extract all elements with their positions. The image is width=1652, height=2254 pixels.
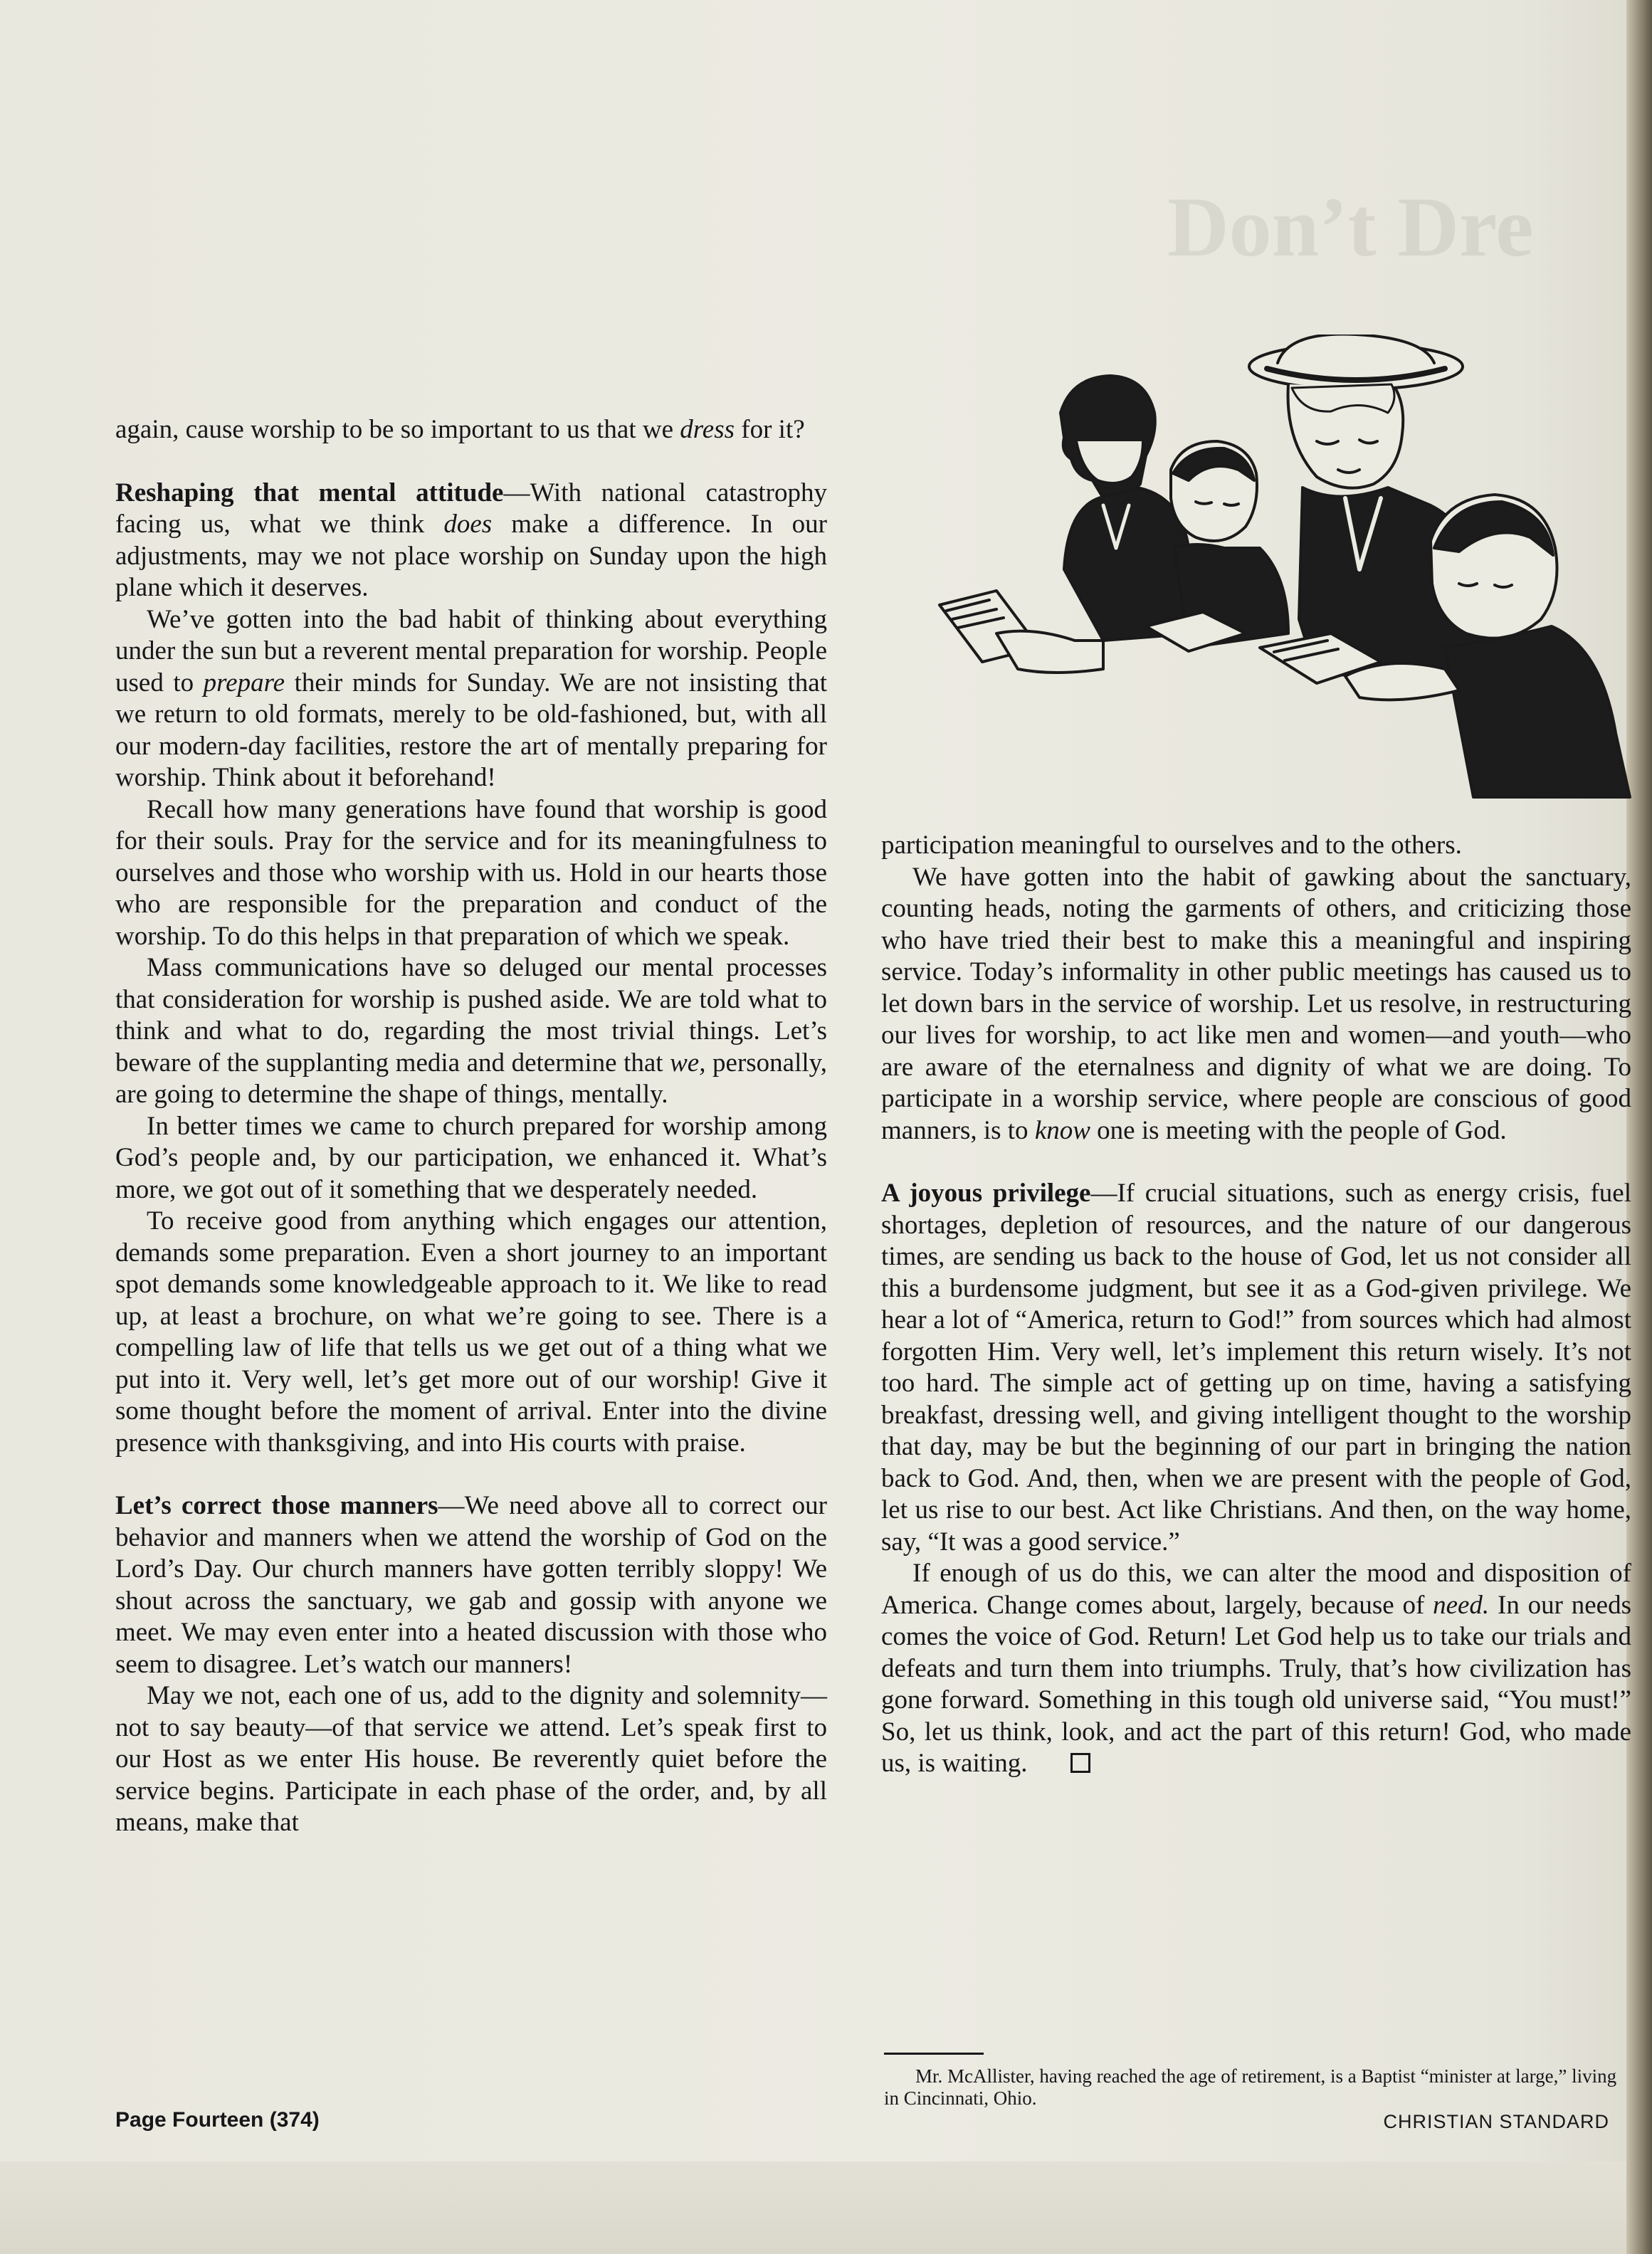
footnote-rule bbox=[884, 2053, 984, 2055]
paragraph: A joyous privilege—If crucial situations, such as energy crisis, fuel shortages, depletion of resources, and the nature of our dangerous times, are sending us back to the house of God, let us not consider all this a burdensome judgment, but see it as a God-given privilege. We hear a lot of “America, return to God!” from sources which had almost forgotten Him. Very well, let’s implement this return wisely. It’s not too hard. The simple act of getting up on time, having a satisfying breakfast, dressing well, and giving intelligent thought to the worship that day, may be but the beginning of our part in bringing the nation back to God. And, then, when we are present with the people of God, let us rise to our best. Act like Christians. And then, on the way home, say, “It was a good service.” bbox=[881, 1179, 1631, 1557]
paragraph: Mass communications have so deluged our mental processes that consideration for worship is pushed aside. We are told what to think and what to do, regarding the most trivial things. Let’s beware of the supplanting media and determine that we, personally, are going to determine the shape of things, mentally. bbox=[115, 953, 827, 1109]
page-number: Page Fourteen (374) bbox=[115, 2108, 320, 2132]
paragraph: Recall how many generations have found that worship is good for their souls. Pray for the service and for its meaningfulness to ourselves and those who worship with us. Hold in our hearts those who are responsible for the preparation and conduct of the worship. To do this helps in that preparation of which we speak. bbox=[115, 794, 827, 951]
paragraph: In better times we came to church prepared for worship among God’s people and, by our participation, we enhanced it. What’s more, we got out of it something that we desperately needed. bbox=[115, 1111, 827, 1204]
paragraph: Let’s correct those manners—We need above all to correct our behavior and manners when we attend the worship of God on the Lord’s Day. Our church manners have gotten terribly sloppy! We shout across the sanctuary, we gab and gossip with anyone we meet. We may even enter into a heated discussion with those who seem to disagree. Let’s watch our manners! bbox=[115, 1491, 828, 1679]
right-text-column bbox=[881, 830, 1631, 1780]
subheading-manners: Let’s correct those manners bbox=[115, 1491, 438, 1520]
end-of-article-icon bbox=[1070, 1753, 1090, 1773]
paragraph: If enough of us do this, we can alter the mood and disposition of America. Change comes about, largely, because of need. In our needs comes the voice of God. Return! Let God help us to take our trials and defeats and turn them into triumphs. Truly, that’s how civilization has gone forward. Something in this tough old universe said, “You must!” So, let us think, look, and act the part of this return! God, who made us, is waiting. bbox=[881, 1559, 1631, 1778]
paragraph: again, cause worship to be so important to us that we dress for it? bbox=[115, 415, 805, 444]
subheading-reshaping: Reshaping that mental attitude bbox=[115, 478, 504, 507]
family-worship-illustration bbox=[890, 335, 1644, 804]
author-footnote: Mr. McAllister, having reached the age of retirement, is a Baptist “minister at large,” living in Cincinnati, Ohio. bbox=[884, 2065, 1617, 2109]
paragraph: participation meaningful to ourselves and to the others. bbox=[881, 831, 1462, 860]
family-illustration-icon bbox=[890, 335, 1644, 804]
paragraph: To receive good from anything which engages our attention, demands some preparation. Even a short journey to an important spot demands some knowledgeable approach to it. We like to read up, at least a brochure, on what we’re going to see. There is a compelling law of life that tells us we get out of a thing what we put into it. Very well, let’s get more out of our worship! Give it some thought before the moment of arrival. Enter into the divine presence with thanksgiving, and into His courts with praise. bbox=[115, 1206, 827, 1458]
paragraph: May we not, each one of us, add to the dignity and solemnity—not to say beauty—of that service we attend. Let’s speak first to our Host as we enter His house. Be reverently quiet before the service begins. Participate in each phase of the order, and, by all means, make that bbox=[115, 1681, 827, 1837]
page-bottom-margin bbox=[0, 2161, 1626, 2254]
paragraph: We have gotten into the habit of gawking about the sanctuary, counting heads, noting the garments of others, and criticizing those who have tried their best to make this a meaningful and inspiring service. Today’s informality in other public meetings has caused us to let down bars in the service of worship. Let us resolve, in restructuring our lives for worship, to act like men and women—and youth—who are aware of the eternalness and dignity of what we are doing. To participate in a worship service, where people are conscious of good manners, is to know one is meeting with the people of God. bbox=[881, 862, 1631, 1145]
publication-name: CHRISTIAN STANDARD bbox=[1383, 2111, 1609, 2132]
show-through-headline: Don’t Dre bbox=[1167, 179, 1534, 270]
left-text-column bbox=[115, 414, 827, 1839]
paragraph: We’ve gotten into the bad habit of thinking about everything under the sun but a reverent mental preparation for worship. People used to prepare their minds for Sunday. We are not insisting that we return to old formats, merely to be old-fashioned, but, with all our modern-day facilities, restore the art of mentally preparing for worship. Think about it beforehand! bbox=[115, 604, 827, 792]
paragraph: Reshaping that mental attitude—With national catastrophy facing us, what we think does make a difference. In our adjustments, may we not place worship on Sunday upon the high plane which it deserves. bbox=[115, 478, 827, 602]
subheading-joyous: A joyous privilege bbox=[881, 1179, 1091, 1208]
